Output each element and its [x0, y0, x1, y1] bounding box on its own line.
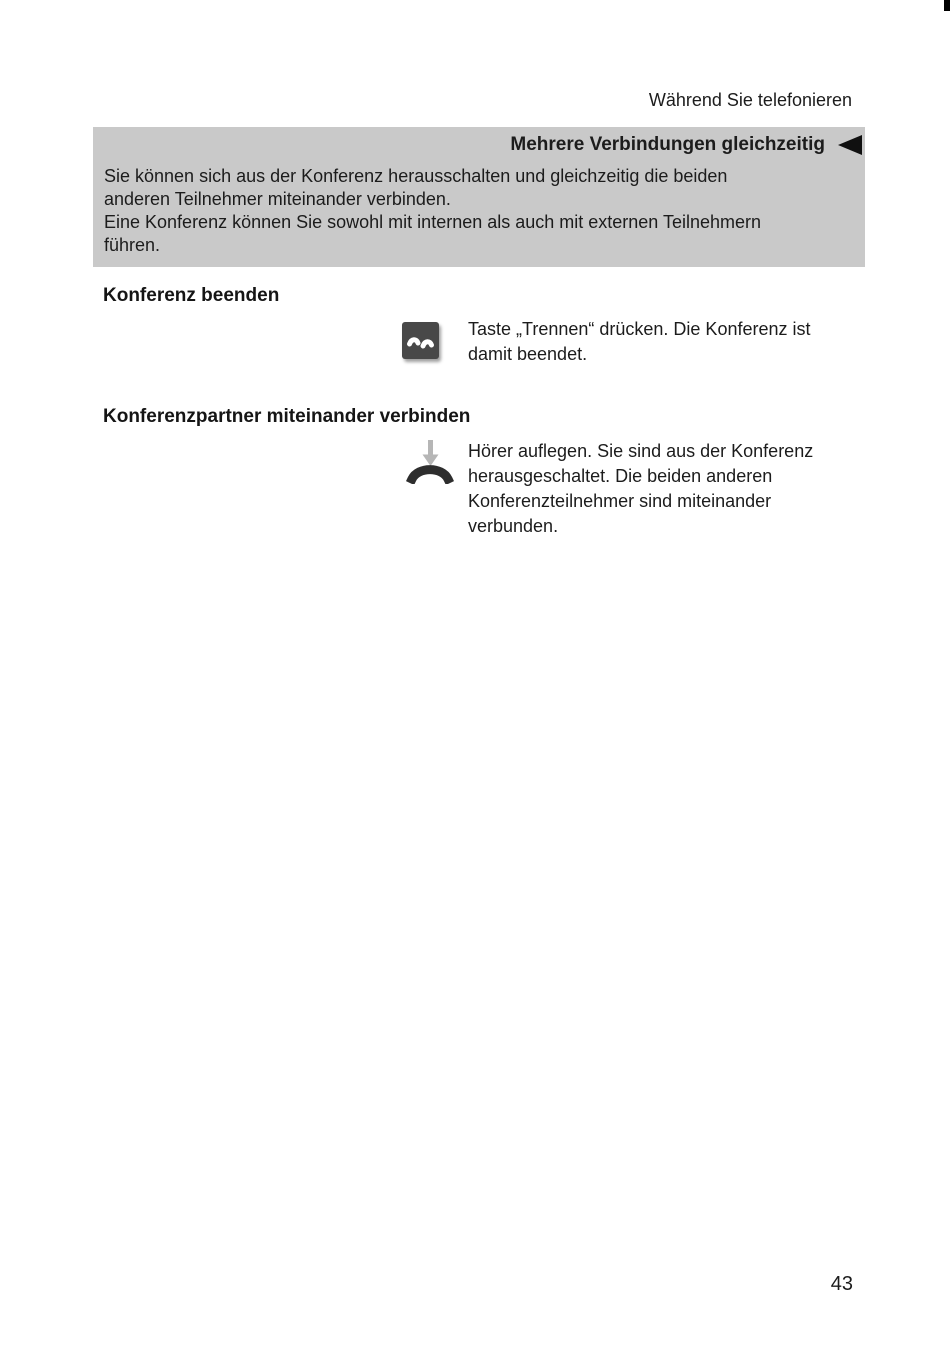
- page-corner-mark: [944, 0, 950, 11]
- instruction-line: damit beendet.: [468, 344, 588, 364]
- infobox-title: Mehrere Verbindungen gleichzeitig: [510, 134, 825, 155]
- infobox-line: Sie können sich aus der Konferenz herausschalten und gleichzeitig die beiden: [104, 166, 728, 186]
- section-heading-konferenz-beenden: Konferenz beenden: [103, 285, 280, 306]
- instruction-line: Hörer auflegen. Sie sind aus der Konferenz: [468, 441, 814, 461]
- instruction-text: [468, 317, 811, 367]
- infobox-body: [93, 165, 865, 257]
- section-heading-konferenzpartner-verbinden: Konferenzpartner miteinander verbinden: [103, 406, 471, 427]
- triangle-left-icon: [838, 135, 862, 155]
- info-box: [93, 127, 865, 267]
- hang-up-handset-icon: [406, 436, 454, 484]
- page-number: 43: [830, 1273, 853, 1295]
- instruction-line: verbunden.: [468, 516, 559, 536]
- instruction-line: Taste „Trennen“ drücken. Die Konferenz ist: [468, 319, 811, 339]
- instruction-text: [468, 439, 813, 539]
- instruction-line: herausgeschaltet. Die beiden anderen: [468, 466, 773, 486]
- infobox-line: anderen Teilnehmer miteinander verbinden.: [104, 189, 451, 209]
- instruction-row-hang-up: [406, 436, 813, 539]
- infobox-title-row: [93, 127, 865, 157]
- infobox-line: führen.: [104, 235, 161, 255]
- instruction-line: Konferenzteilnehmer sind miteinander: [468, 491, 772, 511]
- disconnect-key-icon: [402, 322, 439, 359]
- running-header: Während Sie telefonieren: [648, 90, 852, 110]
- infobox-line: Eine Konferenz können Sie sowohl mit internen als auch mit externen Teilnehmern: [104, 212, 762, 232]
- instruction-row-disconnect: [402, 319, 811, 367]
